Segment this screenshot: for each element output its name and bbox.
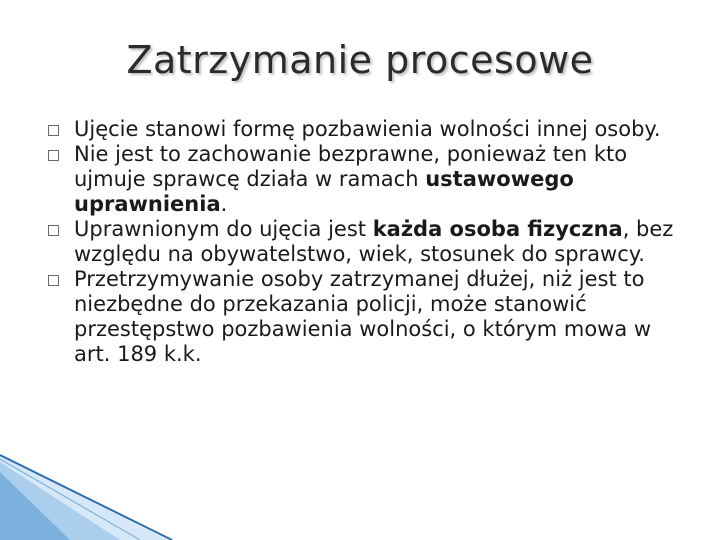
slide-title: Zatrzymanie procesowe bbox=[126, 38, 594, 82]
bullet-text: Ujęcie stanowi formę pozbawienia wolności innej osoby. bbox=[74, 117, 661, 141]
bullet-text: Uprawnionym do ujęcia jest bbox=[74, 217, 373, 241]
bullet-text: Nie jest to zachowanie bezprawne, ponieważ ten kto ujmuje sprawcę działa w ramach bbox=[74, 142, 628, 191]
bullet-bold-text: każda osoba fizyczna bbox=[372, 217, 623, 241]
bullet-text-end: . bbox=[220, 192, 228, 216]
bullet-bold-text: ustawowego uprawnienia bbox=[74, 167, 574, 216]
bullet-text: Przetrzymywanie osoby zatrzymanej dłużej, niż jest to niezbędne do przekazania policji, może stanowić przestępstwo pozbawienia wolności, o którym mowa w art. 189 k.k. bbox=[74, 267, 652, 366]
bullet-text-end: , bez względu na obywatelstwo, wiek, stosunek do sprawcy. bbox=[74, 217, 674, 266]
